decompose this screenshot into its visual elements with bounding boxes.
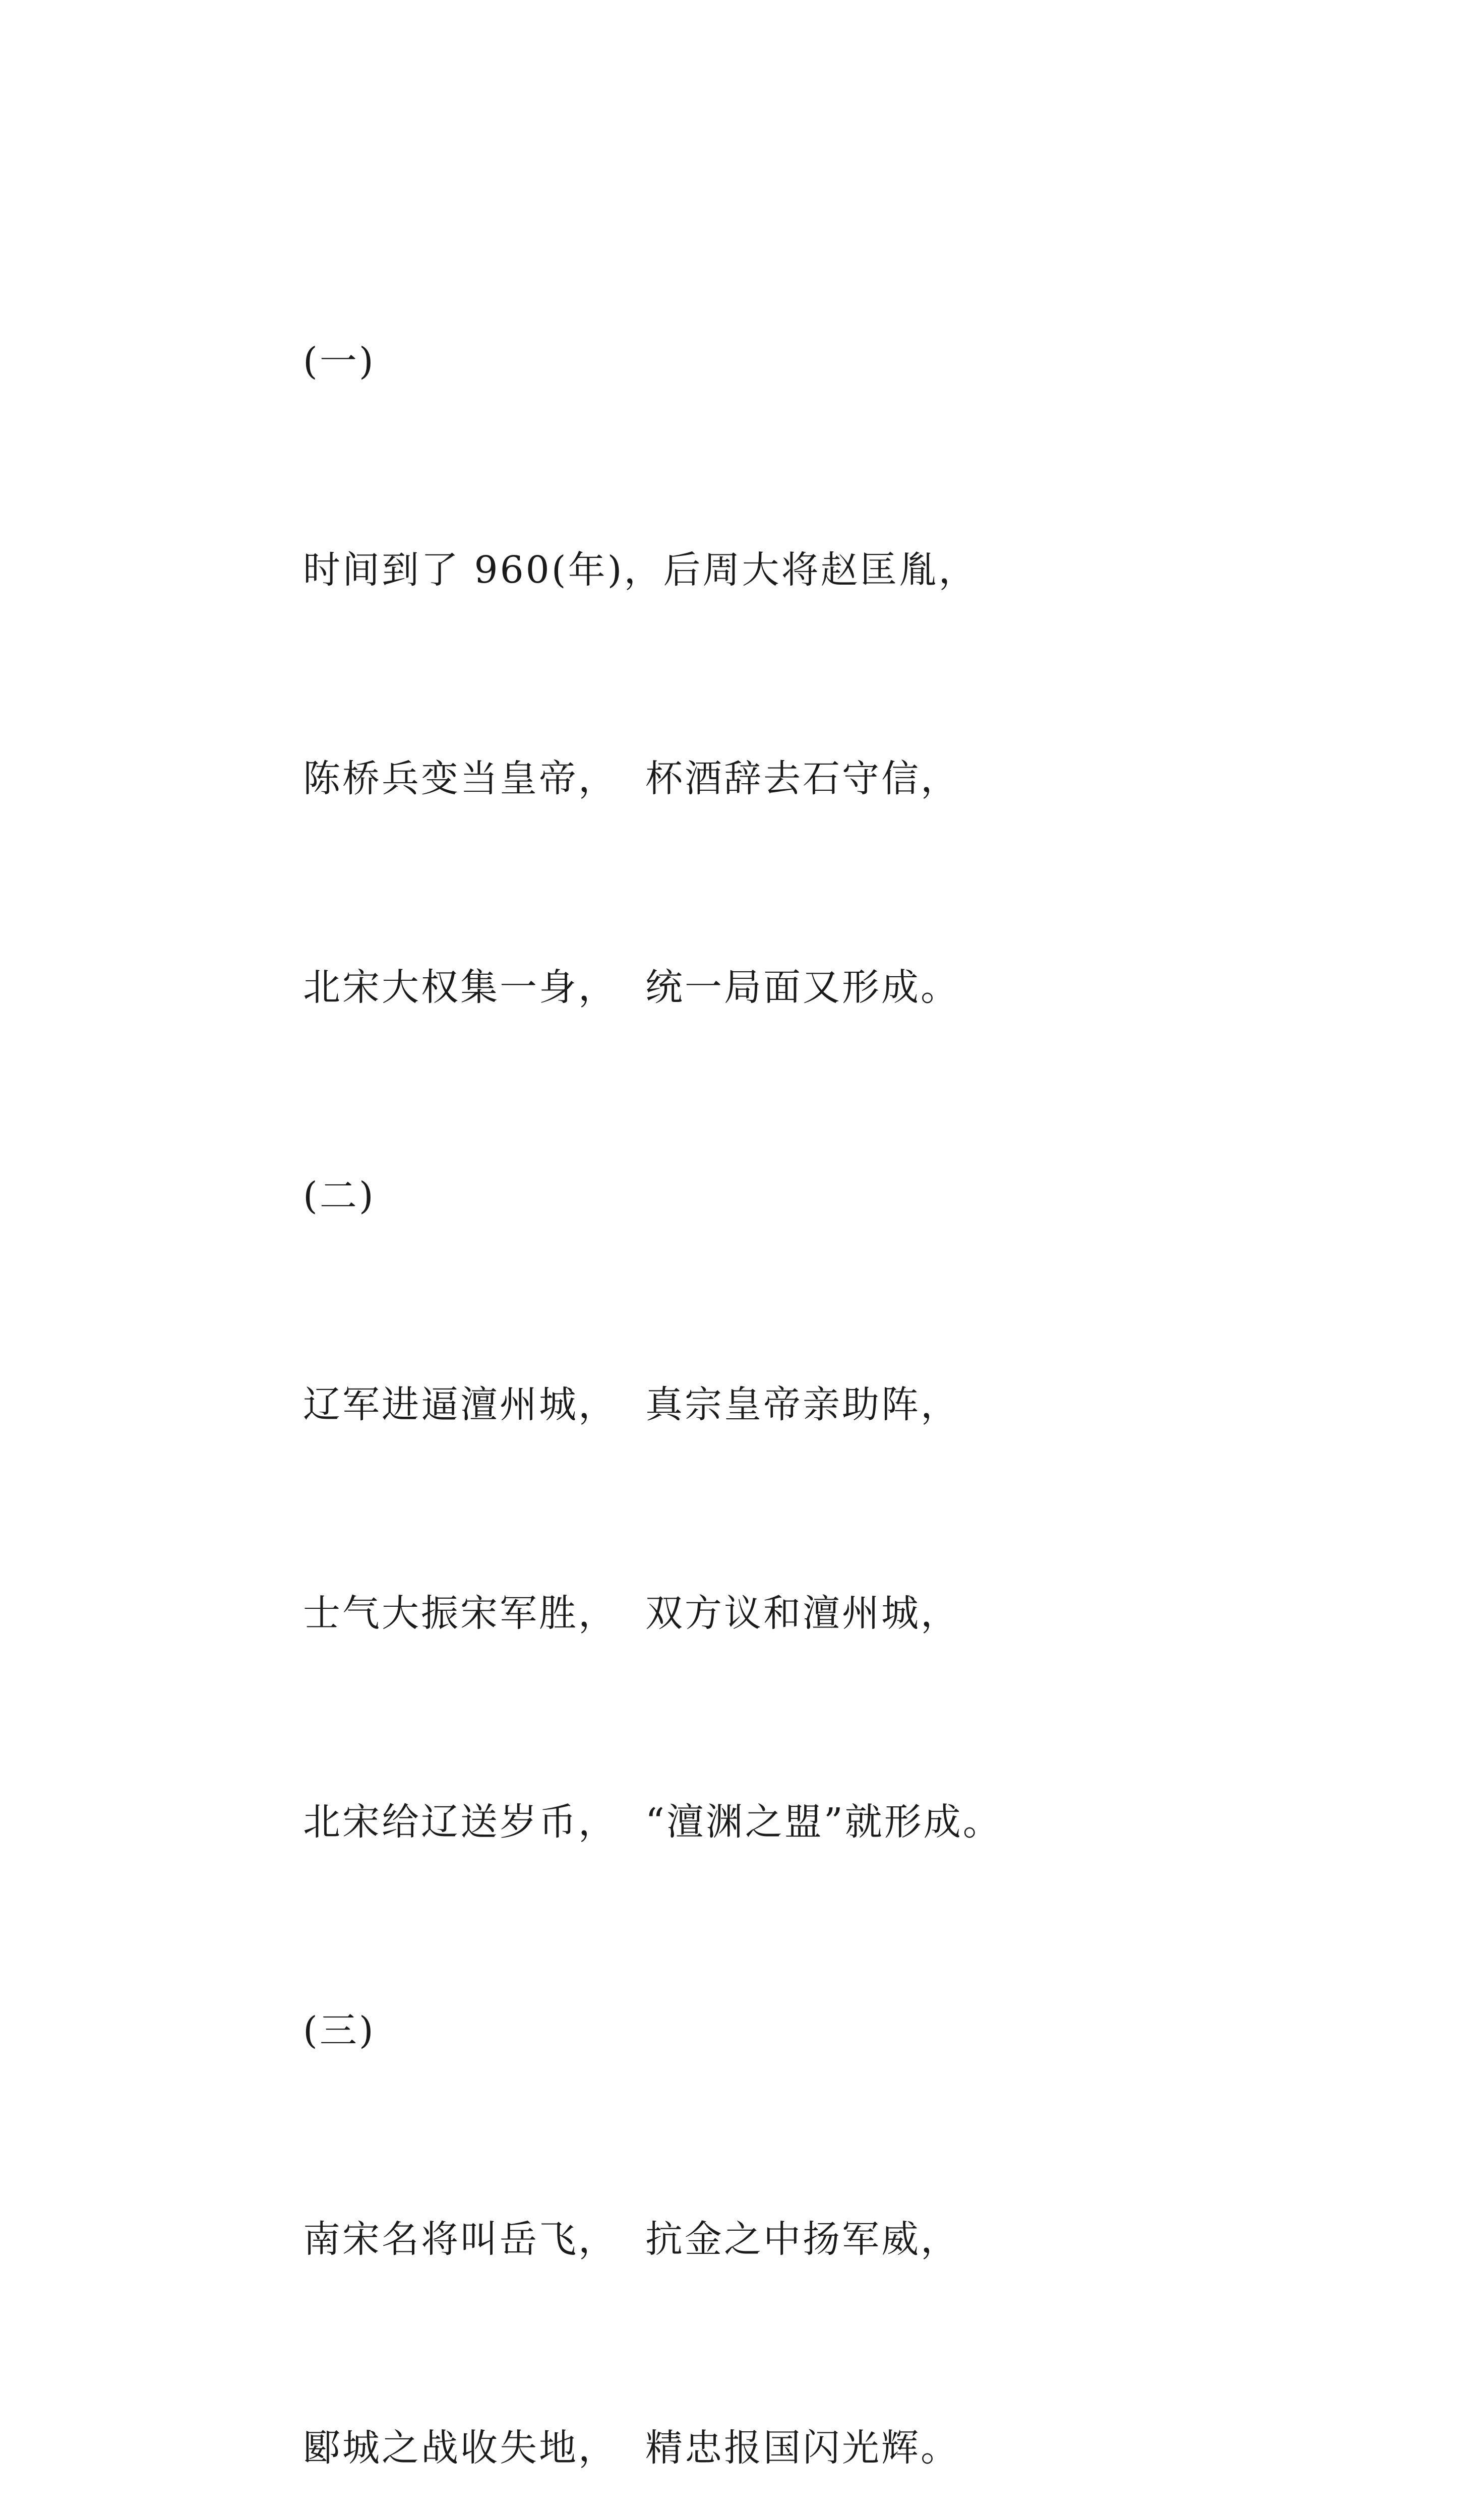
verse-line: 士气大振宋军胜， 双方议和澶州城， [303,1592,960,1635]
verse-line: 郾城之战收失地， 精忠报国闪光辉。 [303,2426,960,2470]
section-marker: (三) [303,2009,376,2052]
verse-line: 北宋给辽送岁币， “澶渊之盟”就形成。 [303,1800,1002,1844]
verse-line: 北宋大权集一身， 统一局面又形成。 [303,966,960,1009]
verse-line: 陈桥兵变当皇帝， 杯酒辞去石守信， [303,757,960,800]
poem-text [303,187,1311,2520]
section-marker: (二) [303,1174,376,1218]
verse-line: 时间到了 960(年)，后周大将赵匡胤， [303,548,978,592]
verse-line: 辽军进逼澶州城， 真宗皇帝亲助阵， [303,1383,960,1426]
verse-line: 南宋名将叫岳飞， 抗金之中扬军威， [303,2218,960,2261]
section-marker: (一) [303,340,376,383]
